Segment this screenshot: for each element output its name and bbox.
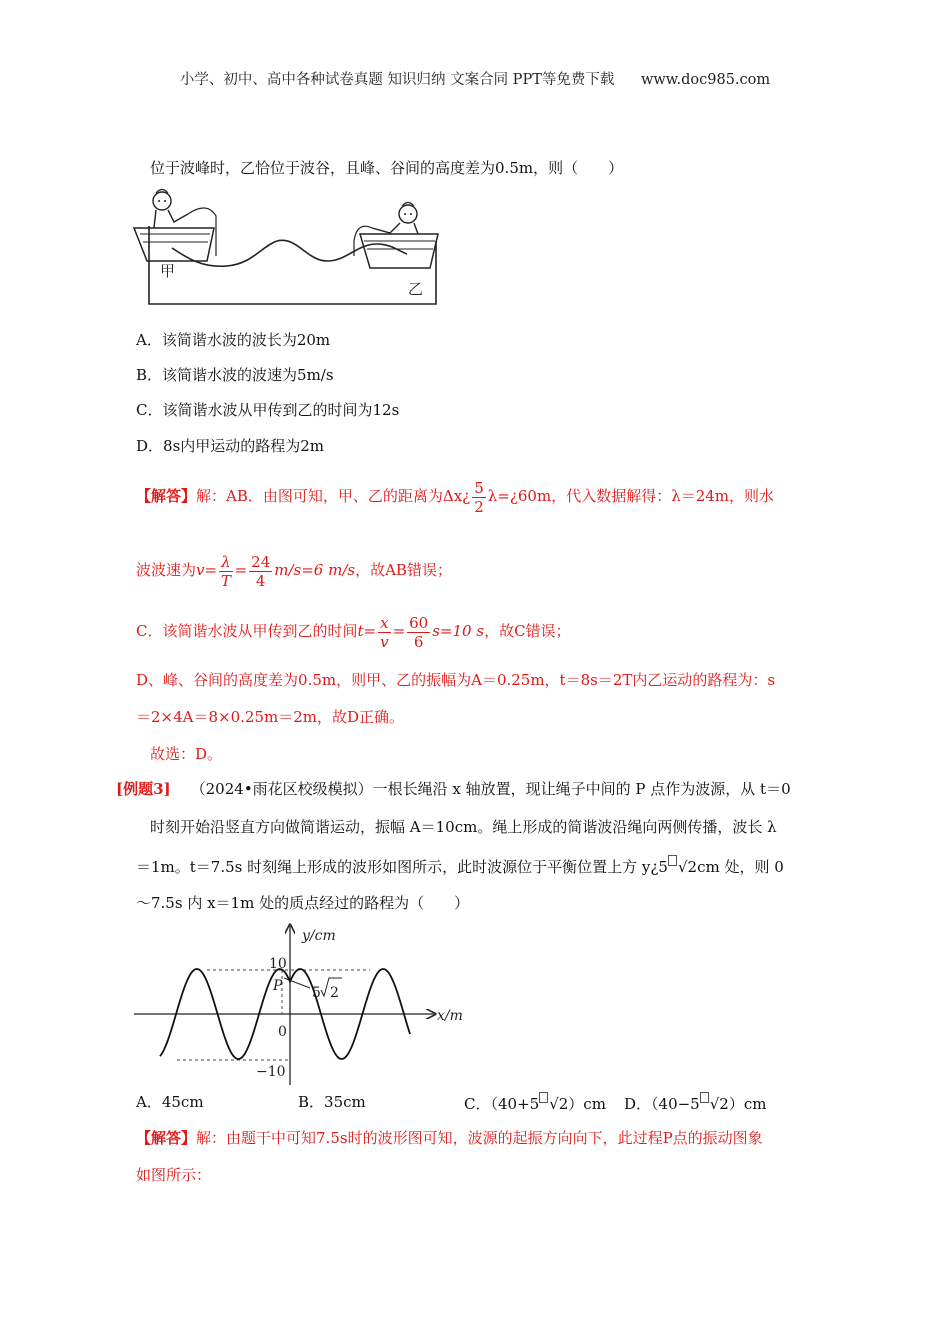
option-text: C．（40+5 — [464, 1095, 540, 1113]
option-text: ）cm — [728, 1095, 767, 1113]
fraction — [249, 553, 272, 590]
ex3-option-c[interactable] — [464, 1092, 606, 1114]
answer-tag: 【解答】 — [136, 487, 197, 505]
example-3-line-4: ～7.5s 内 x＝1m 处的质点经过的路程为（ ） — [136, 894, 470, 912]
answer-line-2 — [136, 550, 452, 590]
x-axis-label: x/m — [437, 1008, 463, 1024]
figure-label-yi: 乙 — [408, 280, 424, 298]
fraction — [378, 614, 390, 651]
sqrt-text: √2 — [709, 1095, 729, 1113]
fraction-num: 24 — [251, 552, 271, 571]
tick-top: 10 — [269, 956, 287, 972]
annotation-root: 2 — [330, 985, 339, 1001]
fraction — [219, 553, 233, 590]
sqrt-text: √2 — [549, 1095, 569, 1113]
fraction-den: 6 — [413, 632, 424, 651]
option-text: D．（40−5 — [624, 1095, 700, 1113]
sqrt-text: √2 — [677, 858, 698, 876]
ex3-option-b[interactable]: B．35cm — [298, 1093, 366, 1111]
math-text: = — [234, 561, 248, 579]
answer-line-1 — [136, 476, 774, 516]
answer-line-4: D、峰、谷间的高度差为0.5m，则甲、乙的振幅为A＝0.25m，t＝8s＝2T内乙运动的路程为：s — [136, 671, 776, 689]
answer3-line-2: 如图所示： — [136, 1166, 212, 1184]
example-tag: [例题3] — [116, 780, 171, 798]
answer-text: 波波速为 — [136, 561, 197, 579]
answer-text: ，故AB错误； — [355, 561, 452, 579]
answer-tag: 【解答】 — [136, 1129, 197, 1147]
math-text: = — [392, 622, 406, 640]
tick-bottom: −10 — [256, 1064, 286, 1080]
placeholder-box-icon — [668, 855, 677, 866]
fraction-num: λ — [221, 552, 231, 571]
y-axis-label: y/cm — [302, 928, 336, 944]
math-text: m/s=6 m/s — [274, 561, 356, 579]
option-a[interactable]: A．该简谐水波的波长为20m — [136, 331, 331, 349]
answer-text: C．该简谐水波从甲传到乙的时间 — [136, 622, 358, 640]
wave-graph — [132, 920, 477, 1090]
answer-text: 解：由题干中可知7.5s时的波形图可知，波源的起振方向向下，此过程P点的振动图象 — [196, 1129, 763, 1147]
fraction — [407, 614, 430, 651]
answer3-line-1 — [136, 1128, 763, 1148]
point-p-label: P — [273, 978, 283, 994]
placeholder-box-icon — [700, 1092, 709, 1103]
fraction-num: 60 — [409, 613, 429, 632]
answer-text: ¿ — [462, 487, 471, 505]
ex3-option-d[interactable] — [624, 1092, 766, 1114]
example-3-line-3 — [136, 855, 784, 877]
math-text: t= — [357, 622, 377, 640]
origin-label: 0 — [278, 1024, 287, 1040]
answer-line-3 — [136, 611, 571, 651]
option-c[interactable]: C．该简谐水波从甲传到乙的时间为12s — [136, 401, 400, 419]
example-3-line-1 — [116, 779, 791, 799]
example-text: （2024•雨花区校级模拟）一根长绳沿 x 轴放置，现让绳子中间的 P 点作为波源，从 t＝0 — [190, 780, 791, 798]
fraction — [472, 479, 486, 516]
annotation-coef: 5 — [312, 985, 321, 1001]
answer-text: λ=¿60m，代入数据解得：λ＝24m，则水 — [487, 487, 775, 505]
question-stem-line: 位于波峰时，乙恰位于波谷，且峰、谷间的高度差为0.5m，则（ ） — [150, 159, 624, 177]
fraction-num: 5 — [474, 478, 484, 497]
header-text: 小学、初中、高中各种试卷真题 知识归纳 文案合同 PPT等免费下载 — [179, 72, 615, 88]
boats-wave-figure — [132, 186, 442, 308]
ex3-option-a[interactable]: A．45cm — [136, 1093, 204, 1111]
fraction-den: 2 — [474, 497, 484, 516]
example-text: cm 处，则 0 — [697, 858, 784, 876]
answer-text: ，故C错误； — [484, 622, 571, 640]
answer-line-5: ＝2×4A＝8×0.25m＝2m，故D正确。 — [136, 708, 405, 726]
fraction-den: 4 — [255, 571, 266, 590]
header-url[interactable]: www.doc985.com — [640, 72, 771, 88]
answer-text: 解：AB．由图可知，甲、乙的距离为Δx — [196, 487, 463, 505]
option-text: ）cm — [568, 1095, 606, 1113]
figure-label-jia: 甲 — [160, 262, 176, 280]
fraction-den: T — [220, 571, 231, 590]
example-text: ＝1m。t＝7.5s 时刻绳上形成的波形如图所示，此时波源位于平衡位置上方 y¿5 — [136, 858, 668, 876]
math-text: s=10 s — [432, 622, 485, 640]
answer-line-6: 故选：D。 — [150, 745, 223, 763]
placeholder-box-icon — [539, 1092, 548, 1103]
page-header — [0, 68, 950, 89]
math-text: v= — [196, 561, 218, 579]
fraction-den: v — [380, 632, 389, 651]
option-b[interactable]: B．该简谐水波的波速为5m/s — [136, 366, 334, 384]
option-d[interactable]: D．8s内甲运动的路程为2m — [136, 437, 325, 455]
example-3-line-2: 时刻开始沿竖直方向做简谐运动，振幅 A＝10cm。绳上形成的简谐波沿绳向两侧传播，波长 λ — [150, 818, 777, 836]
fraction-num: x — [380, 613, 389, 632]
